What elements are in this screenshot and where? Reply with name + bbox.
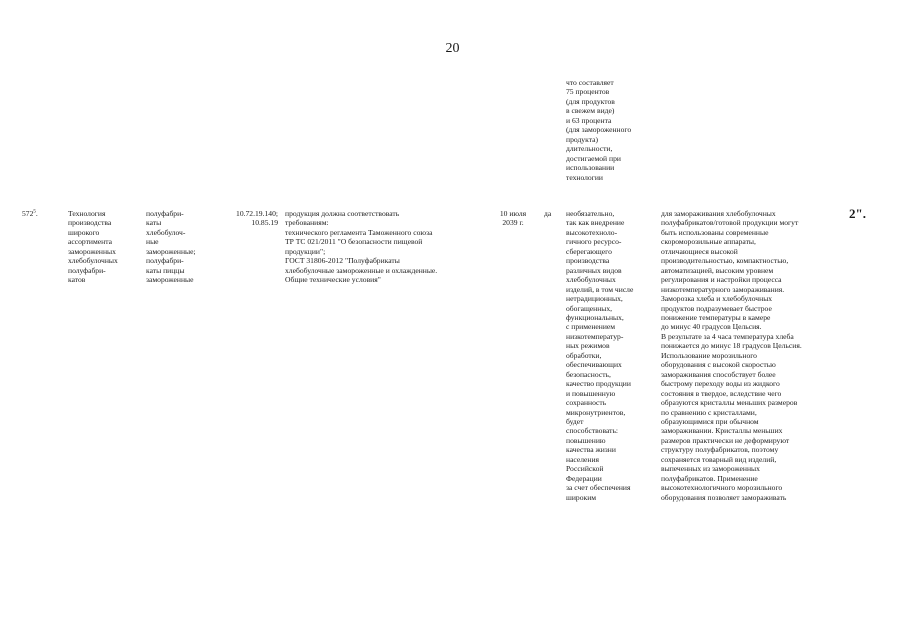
description-cell: необязательно, так как внедрение высокотехноло- гичного ресурсо- сберегающего производства различных видов хлебобулочных изделий, в том числе нетрадиционных, обогащенных, функциональных, с применением низкотемператур- ных режимов обработки, обеспечивающих безопасность, качество продукции и повышенную сохранность микронутриентов, будет способствовать: повышению качества жизни населения Российской Федерации за счет обеспечения широким (566, 209, 634, 502)
flag-cell: да (544, 209, 552, 218)
page-number: 20 (445, 41, 460, 56)
justification-cell: для замораживания хлебобулочных полуфабрикатов/готовой продукции могут быть использованы современные скороморозильные аппараты, отличающиеся высокой производительностью, компактностью, автоматизацией, высоким уровнем регулирования и настройки процесса низкотемпературного замораживания. Заморозка хлеба и хлебобулочных продуктов подразумевает быстрое понижение температуры в камере до минус 40 градусов Цельсия. В результате за 4 часа температура хлеба понижается до минус 18 градусов Цельсия. Использование морозильного оборудования с высокой скоростью замораживания способствует более быстрому переходу воды из жидкого состояния в твердое, вследствие чего образуются кристаллы меньших размеров по сравнению с кристаллами, образующимися при обычном замораживании. Кристаллы меньших размеров практически не деформируют структуру полуфабрикатов, поэтому сохраняется товарный вид изделий, выпеченных из замороженных полуфабрикатов. Применение высокотехнологичного морозильного оборудования позволяет замораживать (661, 209, 802, 502)
row-number-suffix: . (35, 209, 38, 218)
row-number-superscript: 5 (33, 209, 36, 215)
row-number-cell (22, 209, 38, 218)
deadline-cell: 10 июля 2039 г. (499, 209, 527, 228)
okpd-codes-cell: 10.72.19.140; 10.85.19 (236, 209, 278, 228)
closing-mark: 2". (849, 206, 866, 221)
row-number: 572 (22, 209, 34, 218)
products-cell: полуфабри- каты хлебобулоч- ные замороженные; полуфабри- каты пиццы замороженные (146, 209, 196, 285)
technology-name-cell: Технология производства широкого ассортимента замороженных хлебобулочных полуфабри- катов (68, 209, 118, 285)
continued-description-cell: что составляет 75 процентов (для продуктов в свежем виде) и 63 процента (для замороженного продукта) длительности, достигаемой при использовании технологии (566, 78, 632, 182)
requirements-cell: продукция должна соответствовать требованиям: технического регламента Таможенного союза ТР ТС 021/2011 "О безопасности пищевой продукции"; ГОСТ 31806-2012 "Полуфабрикаты хлебобулочные замороженные и охлажденные. Общие технические условия" (285, 209, 438, 285)
